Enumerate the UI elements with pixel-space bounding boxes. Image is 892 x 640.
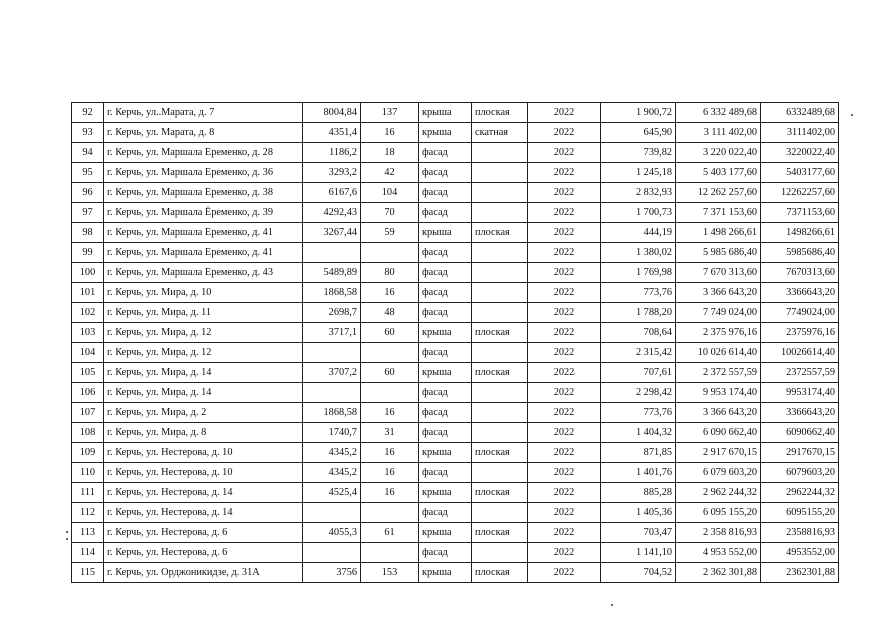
count-cell: 16 bbox=[361, 443, 419, 463]
total-cost-plain-cell: 6090662,40 bbox=[761, 423, 839, 443]
roof-type-cell: скатная bbox=[472, 123, 528, 143]
address-cell: г. Керчь, ул. Нестерова, д. 14 bbox=[104, 483, 303, 503]
year-cell: 2022 bbox=[528, 423, 601, 443]
area-cell: 4292,43 bbox=[303, 203, 361, 223]
row-number-cell: 111 bbox=[72, 483, 104, 503]
roof-type-cell: плоская bbox=[472, 483, 528, 503]
count-cell: 104 bbox=[361, 183, 419, 203]
year-cell: 2022 bbox=[528, 343, 601, 363]
count-cell: 60 bbox=[361, 363, 419, 383]
unit-cost-cell: 703,47 bbox=[601, 523, 676, 543]
roof-type-cell bbox=[472, 463, 528, 483]
row-number-cell: 106 bbox=[72, 383, 104, 403]
total-cost-cell: 7 670 313,60 bbox=[676, 263, 761, 283]
area-cell: 2698,7 bbox=[303, 303, 361, 323]
address-cell: г. Керчь, ул. Нестерова, д. 10 bbox=[104, 443, 303, 463]
area-cell bbox=[303, 343, 361, 363]
total-cost-plain-cell: 7670313,60 bbox=[761, 263, 839, 283]
total-cost-plain-cell: 9953174,40 bbox=[761, 383, 839, 403]
total-cost-cell: 2 358 816,93 bbox=[676, 523, 761, 543]
unit-cost-cell: 871,85 bbox=[601, 443, 676, 463]
area-cell: 3756 bbox=[303, 563, 361, 583]
element-cell: крыша bbox=[419, 523, 472, 543]
scan-speck bbox=[574, 373, 575, 374]
address-cell: г. Керчь, ул. Мира, д. 12 bbox=[104, 343, 303, 363]
unit-cost-cell: 708,64 bbox=[601, 323, 676, 343]
total-cost-cell: 12 262 257,60 bbox=[676, 183, 761, 203]
year-cell: 2022 bbox=[528, 283, 601, 303]
table-row bbox=[72, 103, 839, 123]
total-cost-cell: 3 366 643,20 bbox=[676, 403, 761, 423]
area-cell bbox=[303, 243, 361, 263]
row-number-cell: 102 bbox=[72, 303, 104, 323]
table-row bbox=[72, 243, 839, 263]
table-row bbox=[72, 343, 839, 363]
row-number-cell: 110 bbox=[72, 463, 104, 483]
table-row bbox=[72, 183, 839, 203]
element-cell: крыша bbox=[419, 223, 472, 243]
area-cell: 3717,1 bbox=[303, 323, 361, 343]
unit-cost-cell: 739,82 bbox=[601, 143, 676, 163]
unit-cost-cell: 1 380,02 bbox=[601, 243, 676, 263]
area-cell: 5489,89 bbox=[303, 263, 361, 283]
roof-type-cell: плоская bbox=[472, 103, 528, 123]
total-cost-plain-cell: 7371153,60 bbox=[761, 203, 839, 223]
row-number-cell: 99 bbox=[72, 243, 104, 263]
address-cell: г. Керчь, ул. Маршала Еременко, д. 36 bbox=[104, 163, 303, 183]
roof-type-cell bbox=[472, 243, 528, 263]
area-cell: 4345,2 bbox=[303, 443, 361, 463]
element-cell: крыша bbox=[419, 363, 472, 383]
address-cell: г. Керчь, ул. Маршала Еременко, д. 41 bbox=[104, 223, 303, 243]
count-cell: 80 bbox=[361, 263, 419, 283]
address-cell: г. Керчь, ул. Нестерова, д. 14 bbox=[104, 503, 303, 523]
total-cost-cell: 2 362 301,88 bbox=[676, 563, 761, 583]
scan-speck bbox=[851, 114, 853, 116]
count-cell: 16 bbox=[361, 483, 419, 503]
unit-cost-cell: 1 900,72 bbox=[601, 103, 676, 123]
year-cell: 2022 bbox=[528, 223, 601, 243]
total-cost-plain-cell: 4953552,00 bbox=[761, 543, 839, 563]
roof-type-cell bbox=[472, 143, 528, 163]
total-cost-plain-cell: 6079603,20 bbox=[761, 463, 839, 483]
unit-cost-cell: 1 141,10 bbox=[601, 543, 676, 563]
count-cell: 70 bbox=[361, 203, 419, 223]
area-cell: 1868,58 bbox=[303, 283, 361, 303]
count-cell: 31 bbox=[361, 423, 419, 443]
year-cell: 2022 bbox=[528, 543, 601, 563]
year-cell: 2022 bbox=[528, 363, 601, 383]
roof-type-cell bbox=[472, 183, 528, 203]
element-cell: фасад bbox=[419, 203, 472, 223]
year-cell: 2022 bbox=[528, 563, 601, 583]
unit-cost-cell: 1 245,18 bbox=[601, 163, 676, 183]
table-row bbox=[72, 263, 839, 283]
year-cell: 2022 bbox=[528, 503, 601, 523]
area-cell: 3293,2 bbox=[303, 163, 361, 183]
table-row bbox=[72, 163, 839, 183]
element-cell: фасад bbox=[419, 463, 472, 483]
year-cell: 2022 bbox=[528, 243, 601, 263]
unit-cost-cell: 707,61 bbox=[601, 363, 676, 383]
table-row bbox=[72, 323, 839, 343]
total-cost-plain-cell: 3366643,20 bbox=[761, 283, 839, 303]
element-cell: фасад bbox=[419, 283, 472, 303]
year-cell: 2022 bbox=[528, 163, 601, 183]
total-cost-plain-cell: 7749024,00 bbox=[761, 303, 839, 323]
total-cost-cell: 7 749 024,00 bbox=[676, 303, 761, 323]
total-cost-cell: 6 332 489,68 bbox=[676, 103, 761, 123]
area-cell bbox=[303, 543, 361, 563]
element-cell: крыша bbox=[419, 123, 472, 143]
address-cell: г. Керчь, ул. Орджоникидзе, д. 31А bbox=[104, 563, 303, 583]
row-number-cell: 114 bbox=[72, 543, 104, 563]
roof-type-cell bbox=[472, 403, 528, 423]
address-cell: г. Керчь, ул. Маршала Еременко, д. 28 bbox=[104, 143, 303, 163]
table-row bbox=[72, 563, 839, 583]
unit-cost-cell: 2 315,42 bbox=[601, 343, 676, 363]
address-cell: г. Керчь, ул. Нестерова, д. 6 bbox=[104, 543, 303, 563]
scan-speck bbox=[66, 531, 68, 533]
address-cell: г. Керчь, ул. Мира, д. 8 bbox=[104, 423, 303, 443]
roof-type-cell: плоская bbox=[472, 443, 528, 463]
element-cell: фасад bbox=[419, 163, 472, 183]
total-cost-cell: 3 111 402,00 bbox=[676, 123, 761, 143]
year-cell: 2022 bbox=[528, 483, 601, 503]
area-cell: 3707,2 bbox=[303, 363, 361, 383]
total-cost-plain-cell: 2375976,16 bbox=[761, 323, 839, 343]
area-cell: 4525,4 bbox=[303, 483, 361, 503]
element-cell: крыша bbox=[419, 443, 472, 463]
roof-type-cell: плоская bbox=[472, 523, 528, 543]
element-cell: крыша bbox=[419, 323, 472, 343]
address-cell: г. Керчь, ул. Маршала Еременко, д. 43 bbox=[104, 263, 303, 283]
count-cell: 153 bbox=[361, 563, 419, 583]
repair-schedule-table bbox=[71, 102, 839, 583]
row-number-cell: 109 bbox=[72, 443, 104, 463]
total-cost-plain-cell: 2372557,59 bbox=[761, 363, 839, 383]
count-cell bbox=[361, 503, 419, 523]
area-cell: 4351,4 bbox=[303, 123, 361, 143]
total-cost-plain-cell: 2962244,32 bbox=[761, 483, 839, 503]
area-cell: 8004,84 bbox=[303, 103, 361, 123]
unit-cost-cell: 1 769,98 bbox=[601, 263, 676, 283]
count-cell bbox=[361, 243, 419, 263]
address-cell: г. Керчь, ул. Маршала Еременко, д. 38 bbox=[104, 183, 303, 203]
year-cell: 2022 bbox=[528, 463, 601, 483]
element-cell: фасад bbox=[419, 423, 472, 443]
table-row bbox=[72, 223, 839, 243]
roof-type-cell bbox=[472, 543, 528, 563]
element-cell: фасад bbox=[419, 303, 472, 323]
unit-cost-cell: 885,28 bbox=[601, 483, 676, 503]
count-cell: 48 bbox=[361, 303, 419, 323]
total-cost-cell: 6 095 155,20 bbox=[676, 503, 761, 523]
roof-type-cell bbox=[472, 383, 528, 403]
total-cost-cell: 4 953 552,00 bbox=[676, 543, 761, 563]
count-cell: 16 bbox=[361, 123, 419, 143]
table-row bbox=[72, 523, 839, 543]
total-cost-plain-cell: 10026614,40 bbox=[761, 343, 839, 363]
total-cost-cell: 2 375 976,16 bbox=[676, 323, 761, 343]
row-number-cell: 95 bbox=[72, 163, 104, 183]
element-cell: крыша bbox=[419, 483, 472, 503]
total-cost-plain-cell: 3220022,40 bbox=[761, 143, 839, 163]
count-cell bbox=[361, 383, 419, 403]
table-row bbox=[72, 503, 839, 523]
total-cost-cell: 6 090 662,40 bbox=[676, 423, 761, 443]
element-cell: крыша bbox=[419, 563, 472, 583]
row-number-cell: 108 bbox=[72, 423, 104, 443]
roof-type-cell bbox=[472, 203, 528, 223]
element-cell: фасад bbox=[419, 403, 472, 423]
total-cost-cell: 5 403 177,60 bbox=[676, 163, 761, 183]
address-cell: г. Керчь, ул. Мира, д. 14 bbox=[104, 383, 303, 403]
year-cell: 2022 bbox=[528, 403, 601, 423]
year-cell: 2022 bbox=[528, 263, 601, 283]
count-cell: 59 bbox=[361, 223, 419, 243]
unit-cost-cell: 1 404,32 bbox=[601, 423, 676, 443]
element-cell: фасад bbox=[419, 143, 472, 163]
total-cost-cell: 6 079 603,20 bbox=[676, 463, 761, 483]
table-row bbox=[72, 363, 839, 383]
row-number-cell: 100 bbox=[72, 263, 104, 283]
year-cell: 2022 bbox=[528, 143, 601, 163]
total-cost-plain-cell: 1498266,61 bbox=[761, 223, 839, 243]
table-row bbox=[72, 483, 839, 503]
table-body bbox=[72, 103, 839, 583]
count-cell: 60 bbox=[361, 323, 419, 343]
year-cell: 2022 bbox=[528, 303, 601, 323]
table-row bbox=[72, 423, 839, 443]
address-cell: г. Керчь, ул. Марата, д. 8 bbox=[104, 123, 303, 143]
count-cell: 61 bbox=[361, 523, 419, 543]
count-cell: 137 bbox=[361, 103, 419, 123]
row-number-cell: 94 bbox=[72, 143, 104, 163]
address-cell: г. Керчь, ул. Мира, д. 11 bbox=[104, 303, 303, 323]
address-cell: г. Керчь, ул..Марата, д. 7 bbox=[104, 103, 303, 123]
unit-cost-cell: 704,52 bbox=[601, 563, 676, 583]
address-cell: г. Керчь, ул. Маршала Ёременко, д. 39 bbox=[104, 203, 303, 223]
total-cost-cell: 10 026 614,40 bbox=[676, 343, 761, 363]
row-number-cell: 96 bbox=[72, 183, 104, 203]
address-cell: г. Керчь, ул. Нестерова, д. 6 bbox=[104, 523, 303, 543]
unit-cost-cell: 773,76 bbox=[601, 283, 676, 303]
element-cell: фасад bbox=[419, 543, 472, 563]
row-number-cell: 104 bbox=[72, 343, 104, 363]
roof-type-cell bbox=[472, 423, 528, 443]
area-cell: 6167,6 bbox=[303, 183, 361, 203]
row-number-cell: 105 bbox=[72, 363, 104, 383]
total-cost-cell: 3 366 643,20 bbox=[676, 283, 761, 303]
element-cell: фасад bbox=[419, 343, 472, 363]
unit-cost-cell: 1 788,20 bbox=[601, 303, 676, 323]
total-cost-plain-cell: 5403177,60 bbox=[761, 163, 839, 183]
total-cost-plain-cell: 6095155,20 bbox=[761, 503, 839, 523]
roof-type-cell bbox=[472, 163, 528, 183]
unit-cost-cell: 2 832,93 bbox=[601, 183, 676, 203]
table-row bbox=[72, 143, 839, 163]
count-cell: 16 bbox=[361, 403, 419, 423]
row-number-cell: 115 bbox=[72, 563, 104, 583]
address-cell: г. Керчь, ул. Нестерова, д. 10 bbox=[104, 463, 303, 483]
row-number-cell: 92 bbox=[72, 103, 104, 123]
address-cell: г. Керчь, ул. Мира, д. 10 bbox=[104, 283, 303, 303]
unit-cost-cell: 1 401,76 bbox=[601, 463, 676, 483]
roof-type-cell: плоская bbox=[472, 563, 528, 583]
roof-type-cell bbox=[472, 503, 528, 523]
total-cost-plain-cell: 2358816,93 bbox=[761, 523, 839, 543]
count-cell: 16 bbox=[361, 283, 419, 303]
row-number-cell: 103 bbox=[72, 323, 104, 343]
table-row bbox=[72, 283, 839, 303]
row-number-cell: 101 bbox=[72, 283, 104, 303]
roof-type-cell bbox=[472, 263, 528, 283]
area-cell: 3267,44 bbox=[303, 223, 361, 243]
row-number-cell: 97 bbox=[72, 203, 104, 223]
total-cost-cell: 3 220 022,40 bbox=[676, 143, 761, 163]
table-row bbox=[72, 403, 839, 423]
unit-cost-cell: 444,19 bbox=[601, 223, 676, 243]
total-cost-plain-cell: 3111402,00 bbox=[761, 123, 839, 143]
element-cell: фасад bbox=[419, 383, 472, 403]
table-row bbox=[72, 383, 839, 403]
table-row bbox=[72, 443, 839, 463]
unit-cost-cell: 645,90 bbox=[601, 123, 676, 143]
count-cell bbox=[361, 343, 419, 363]
area-cell bbox=[303, 503, 361, 523]
element-cell: фасад bbox=[419, 503, 472, 523]
count-cell: 18 bbox=[361, 143, 419, 163]
element-cell: фасад bbox=[419, 243, 472, 263]
unit-cost-cell: 1 405,36 bbox=[601, 503, 676, 523]
total-cost-cell: 2 962 244,32 bbox=[676, 483, 761, 503]
year-cell: 2022 bbox=[528, 123, 601, 143]
element-cell: фасад bbox=[419, 183, 472, 203]
address-cell: г. Керчь, ул. Мира, д. 12 bbox=[104, 323, 303, 343]
roof-type-cell: плоская bbox=[472, 223, 528, 243]
total-cost-cell: 7 371 153,60 bbox=[676, 203, 761, 223]
area-cell: 1186,2 bbox=[303, 143, 361, 163]
count-cell: 42 bbox=[361, 163, 419, 183]
total-cost-cell: 2 917 670,15 bbox=[676, 443, 761, 463]
year-cell: 2022 bbox=[528, 203, 601, 223]
row-number-cell: 93 bbox=[72, 123, 104, 143]
roof-type-cell bbox=[472, 343, 528, 363]
roof-type-cell bbox=[472, 303, 528, 323]
address-cell: г. Керчь, ул. Мира, д. 14 bbox=[104, 363, 303, 383]
roof-type-cell: плоская bbox=[472, 363, 528, 383]
table-row bbox=[72, 203, 839, 223]
count-cell bbox=[361, 543, 419, 563]
total-cost-cell: 9 953 174,40 bbox=[676, 383, 761, 403]
count-cell: 16 bbox=[361, 463, 419, 483]
row-number-cell: 113 bbox=[72, 523, 104, 543]
year-cell: 2022 bbox=[528, 183, 601, 203]
address-cell: г. Керчь, ул. Мира, д. 2 bbox=[104, 403, 303, 423]
area-cell: 4055,3 bbox=[303, 523, 361, 543]
row-number-cell: 98 bbox=[72, 223, 104, 243]
table-row bbox=[72, 303, 839, 323]
element-cell: крыша bbox=[419, 103, 472, 123]
total-cost-plain-cell: 2362301,88 bbox=[761, 563, 839, 583]
table-row bbox=[72, 463, 839, 483]
area-cell: 4345,2 bbox=[303, 463, 361, 483]
area-cell: 1868,58 bbox=[303, 403, 361, 423]
scan-speck bbox=[611, 604, 613, 606]
year-cell: 2022 bbox=[528, 383, 601, 403]
total-cost-plain-cell: 2917670,15 bbox=[761, 443, 839, 463]
total-cost-cell: 5 985 686,40 bbox=[676, 243, 761, 263]
year-cell: 2022 bbox=[528, 103, 601, 123]
unit-cost-cell: 1 700,73 bbox=[601, 203, 676, 223]
area-cell bbox=[303, 383, 361, 403]
total-cost-plain-cell: 5985686,40 bbox=[761, 243, 839, 263]
total-cost-plain-cell: 3366643,20 bbox=[761, 403, 839, 423]
year-cell: 2022 bbox=[528, 443, 601, 463]
total-cost-plain-cell: 12262257,60 bbox=[761, 183, 839, 203]
unit-cost-cell: 2 298,42 bbox=[601, 383, 676, 403]
scan-speck bbox=[66, 538, 68, 540]
element-cell: фасад bbox=[419, 263, 472, 283]
table-row bbox=[72, 123, 839, 143]
year-cell: 2022 bbox=[528, 323, 601, 343]
roof-type-cell: плоская bbox=[472, 323, 528, 343]
unit-cost-cell: 773,76 bbox=[601, 403, 676, 423]
total-cost-cell: 1 498 266,61 bbox=[676, 223, 761, 243]
area-cell: 1740,7 bbox=[303, 423, 361, 443]
roof-type-cell bbox=[472, 283, 528, 303]
address-cell: г. Керчь, ул. Маршала Еременко, д. 41 bbox=[104, 243, 303, 263]
year-cell: 2022 bbox=[528, 523, 601, 543]
table-row bbox=[72, 543, 839, 563]
total-cost-cell: 2 372 557,59 bbox=[676, 363, 761, 383]
row-number-cell: 112 bbox=[72, 503, 104, 523]
row-number-cell: 107 bbox=[72, 403, 104, 423]
total-cost-plain-cell: 6332489,68 bbox=[761, 103, 839, 123]
